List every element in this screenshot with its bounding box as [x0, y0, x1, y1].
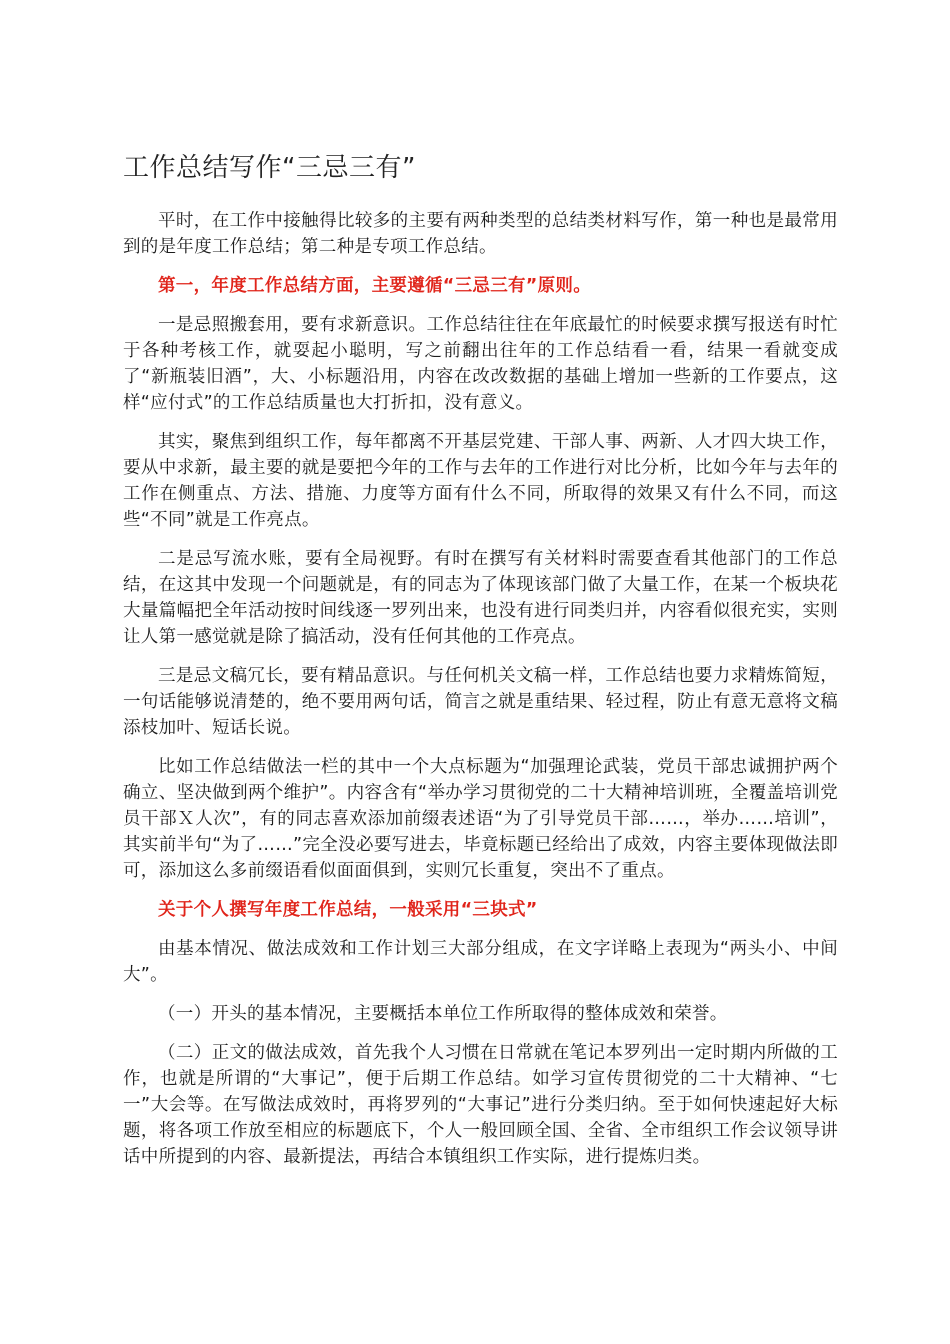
- paragraph-point-one: 一是忌照搬套用，要有求新意识。工作总结往往在年底最忙的时候要求撰写报送有时忙于各种考核工作，就耍起小聪明，写之前翻出往年的工作总结看一看，结果一看就变成了“新瓶装旧酒”，大、小标题沿用，内容在改改数据的基础上增加一些新的工作要点，这样“应付式”的工作总结质量也大打折扣，没有意义。: [123, 315, 838, 413]
- section-heading-personal-summary: 关于个人撰写年度工作总结，一般采用“三块式”: [158, 900, 538, 920]
- paragraph-structure: 由基本情况、做法成效和工作计划三大部分组成，在文字详略上表现为“两头小、中间大”。: [123, 939, 838, 985]
- paragraph-point-one-detail: 其实，聚焦到组织工作，每年都离不开基层党建、干部人事、两新、人才四大块工作，要从中求新，最主要的就是要把今年的工作与去年的工作进行对比分析，比如今年与去年的工作在侧重点、方法、措施、力度等方面有什么不同，所取得的效果又有什么不同，而这些“不同”就是工作亮点。: [123, 432, 838, 530]
- paragraph-part-two: （二）正文的做法成效，首先我个人习惯在日常就在笔记本罗列出一定时期内所做的工作，也就是所谓的“大事记”，便于后期工作总结。如学习宣传贯彻党的二十大精神、“七一”大会等。在写做法成效时，再将罗列的“大事记”进行分类归纳。至于如何快速起好大标题，将各项工作放至相应的标题底下，个人一般回顾全国、全省、全市组织工作会议领导讲话中所提到的内容、最新提法，再结合本镇组织工作实际，进行提炼归类。: [123, 1043, 838, 1167]
- section-heading-annual-summary: 第一，年度工作总结方面，主要遵循“三忌三有”原则。: [158, 276, 592, 296]
- paragraph-point-three: 三是忌文稿冗长，要有精品意识。与任何机关文稿一样，工作总结也要力求精炼简短，一句话能够说清楚的，绝不要用两句话，简言之就是重结果、轻过程，防止有意无意将文稿添枝加叶、短话长说。: [123, 666, 838, 738]
- paragraph-point-two: 二是忌写流水账，要有全局视野。有时在撰写有关材料时需要查看其他部门的工作总结，在这其中发现一个问题就是，有的同志为了体现该部门做了大量工作，在某一个板块花大量篇幅把全年活动按时间线逐一罗列出来，也没有进行同类归并，内容看似很充实，实则让人第一感觉就是除了搞活动，没有任何其他的工作亮点。: [123, 549, 838, 647]
- paragraph-point-three-example: 比如工作总结做法一栏的其中一个大点标题为“加强理论武装，党员干部忠诚拥护两个确立、坚决做到两个维护”。内容含有“举办学习贯彻党的二十大精神培训班，全覆盖培训党员干部Ｘ人次”，有的同志喜欢添加前缀表述语“为了引导党员干部……，举办……培训”，其实前半句“为了……”完全没必要写进去，毕竟标题已经给出了成效，内容主要体现做法即可，添加这么多前缀语看似面面俱到，实则冗长重复，突出不了重点。: [123, 757, 838, 881]
- document-title: 工作总结写作“三忌三有”: [123, 153, 416, 183]
- document-content: [123, 150, 838, 1183]
- paragraph-intro: 平时，在工作中接触得比较多的主要有两种类型的总结类材料写作，第一种也是最常用到的是年度工作总结；第二种是专项工作总结。: [123, 211, 838, 257]
- paragraph-part-one: （一）开头的基本情况，主要概括本单位工作所取得的整体成效和荣誉。: [158, 1004, 728, 1024]
